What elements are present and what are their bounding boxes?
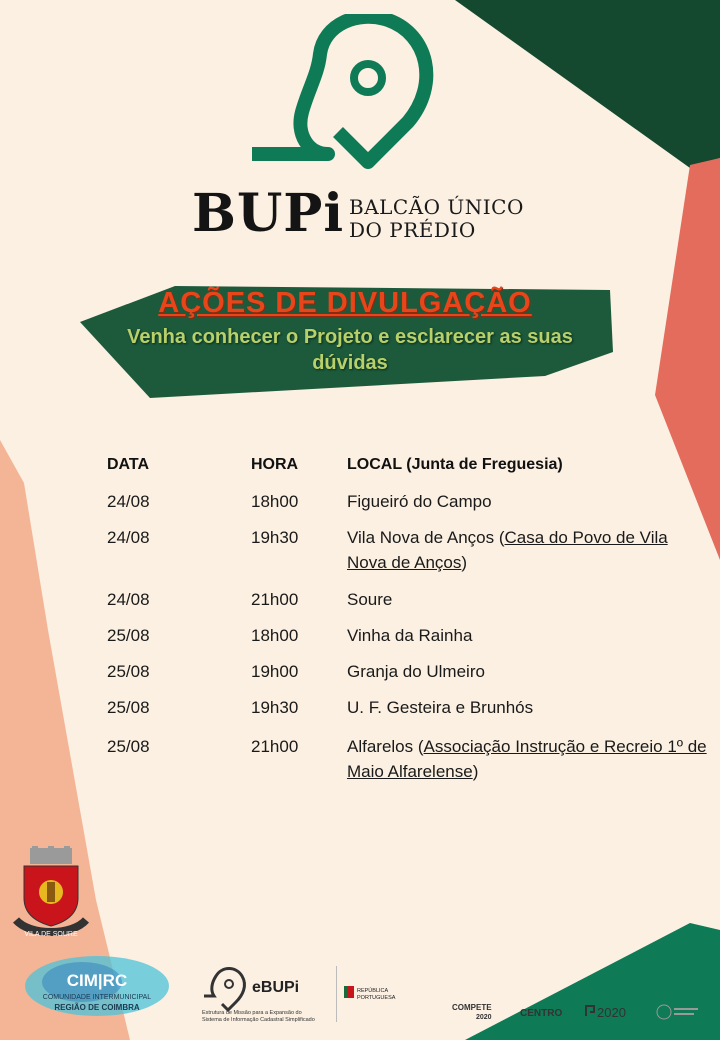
banner-subtitle-line1: Venha conhecer o Projeto e esclarecer as suas: [127, 326, 573, 348]
brand-subtitle: [349, 196, 524, 242]
republica-line2: PORTUGUESA: [357, 995, 396, 1001]
soure-crest-icon: [10, 846, 92, 942]
compete-text: COMPETE: [452, 1003, 492, 1012]
row-hour: 18h00: [251, 492, 299, 511]
row-location: Alfarelos (Associação Instrução e Recreio 1º de Maio Alfarelense): [347, 737, 707, 781]
brand-subtitle-line2: DO PRÉDIO: [349, 218, 476, 242]
cim-line2: REGIÃO DE COIMBRA: [54, 1003, 140, 1012]
eu-flag-icon: [654, 1002, 704, 1022]
row-location: [347, 659, 692, 684]
row-location: [347, 489, 692, 514]
compete-2020-logo: [450, 1000, 504, 1024]
header-date: DATA: [107, 456, 150, 473]
location-name: Soure: [347, 590, 393, 609]
location-name: Granja do Ulmeiro: [347, 662, 485, 681]
venue-link[interactable]: Casa do Povo de Vila Nova de Anços: [347, 528, 668, 572]
location-name: Vinha da Rainha: [347, 626, 473, 645]
header-hour: HORA: [251, 456, 299, 473]
row-hour: 19h00: [251, 662, 299, 681]
brand-subtitle-line1: BALCÃO ÚNICO: [349, 195, 524, 219]
cim-main-text: CIM|RC: [66, 971, 128, 990]
row-location: [347, 623, 692, 648]
row-date: 25/08: [107, 698, 150, 717]
row-date: 24/08: [107, 528, 150, 547]
compete-year: 2020: [476, 1014, 492, 1021]
top-right-green-shape: [455, 0, 720, 168]
row-hour: 21h00: [251, 590, 299, 609]
row-date: 25/08: [107, 662, 150, 681]
ebupi-desc-line1: Estrutura de Missão para a Expansão do: [202, 1010, 302, 1016]
row-hour: 18h00: [251, 626, 299, 645]
row-hour: 21h00: [251, 737, 299, 756]
row-location: [347, 587, 692, 612]
left-peach-shape: [0, 440, 24, 483]
location-name: Vila Nova de Anços: [347, 528, 495, 547]
centro-2020-logo: [518, 1002, 576, 1022]
row-location: Vila Nova de Anços (Casa do Povo de Vila Nova de Anços): [347, 528, 668, 572]
row-hour: 19h30: [251, 528, 299, 547]
cim-rc-logo: [22, 952, 172, 1022]
portugal-2020-logo: [584, 1000, 634, 1022]
header-location: LOCAL (Junta de Freguesia): [347, 456, 563, 473]
footer-divider: [336, 966, 337, 1022]
row-hour: 19h30: [251, 698, 299, 717]
venue-link[interactable]: Associação Instrução e Recreio 1º de Maio Alfarelense: [347, 737, 707, 781]
location-name: Alfarelos: [347, 737, 414, 756]
cim-line1: COMUNIDADE INTERMUNICIPAL: [42, 994, 152, 1001]
location-name: U. F. Gesteira e Brunhós: [347, 698, 534, 717]
brand-name: BUPi: [192, 183, 345, 244]
row-date: 24/08: [107, 492, 150, 511]
row-date: 25/08: [107, 737, 150, 756]
republica-portuguesa-logo: [344, 984, 414, 1004]
ebupi-desc-line2: Sistema de Informação Cadastral Simplificado: [202, 1017, 315, 1023]
bupi-pin-logo-icon: [248, 14, 448, 174]
row-location: [347, 695, 692, 720]
portugal-2020-text: 2020: [597, 1005, 626, 1020]
ebupi-name: eBUPi: [252, 979, 300, 996]
ebupi-logo: [200, 962, 340, 1024]
crest-motto: VILA DE SOURE: [24, 931, 78, 938]
banner-subtitle: [95, 324, 605, 376]
banner-title: AÇÕES DE DIVULGAÇÃO: [158, 287, 532, 319]
location-name: Figueiró do Campo: [347, 492, 492, 511]
centro-text: CENTRO: [520, 1008, 563, 1019]
row-date: 24/08: [107, 590, 150, 609]
banner-subtitle-line2: dúvidas: [312, 352, 388, 374]
republica-line1: REPÚBLICA: [357, 988, 389, 994]
row-date: 25/08: [107, 626, 150, 645]
